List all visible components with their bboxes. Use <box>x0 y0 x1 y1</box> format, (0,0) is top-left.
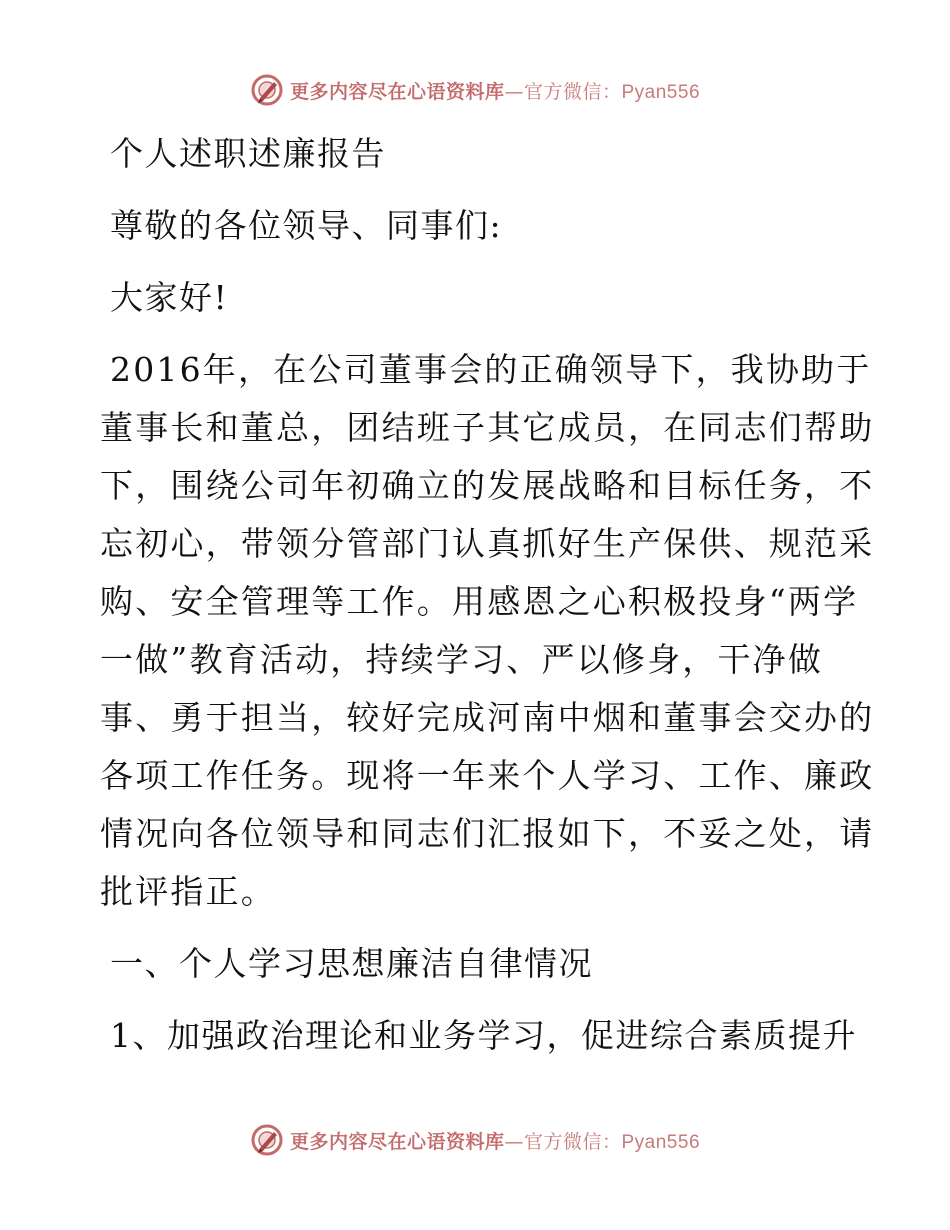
watermark-wechat-id: Pyan556 <box>621 81 701 103</box>
paragraph-line: 2016年，在公司董事会的正确领导下，我协助于 <box>110 350 872 389</box>
document-body <box>100 125 875 1065</box>
watermark-text <box>290 77 700 104</box>
paragraph-1 <box>100 341 875 921</box>
pen-circle-logo-icon <box>250 1123 284 1157</box>
watermark-dash: — <box>504 1130 524 1153</box>
paragraph-line: 一做”教育活动，持续学习、严以修身，干净做 <box>100 640 824 679</box>
watermark-text <box>290 1127 700 1154</box>
greeting: 大家好! <box>110 278 229 317</box>
paragraph-line: 购、安全管理等工作。用感恩之心积极投身“两学 <box>100 582 859 621</box>
paragraph-line: 事、勇于担当，较好完成河南中烟和董事会交办的 <box>100 698 875 737</box>
watermark-dash: — <box>504 80 524 103</box>
watermark-brand: 更多内容尽在心语资料库 <box>289 80 505 103</box>
watermark-wechat-id: Pyan556 <box>621 1131 701 1153</box>
section-heading: 一、个人学习思想廉洁自律情况 <box>110 944 593 983</box>
pen-circle-logo-icon <box>250 73 284 107</box>
paragraph-line: 下，围绕公司年初确立的发展战略和目标任务，不 <box>100 466 875 505</box>
watermark-wechat-label: 官方微信： <box>523 80 622 103</box>
paragraph-line: 董事长和董总，团结班子其它成员，在同志们帮助 <box>100 408 875 447</box>
paragraph-line: 各项工作任务。现将一年来个人学习、工作、廉政 <box>100 756 875 795</box>
document-title: 个人述职述廉报告 <box>110 134 386 173</box>
header-watermark <box>0 70 950 110</box>
watermark-brand: 更多内容尽在心语资料库 <box>289 1130 505 1153</box>
paragraph-line: 忘初心，带领分管部门认真抓好生产保供、规范采 <box>100 524 875 563</box>
paragraph-line: 情况向各位领导和同志们汇报如下，不妥之处，请 <box>100 814 875 853</box>
salutation: 尊敬的各位领导、同事们: <box>110 206 503 245</box>
paragraph-line: 批评指正。 <box>100 872 276 911</box>
watermark-wechat-label: 官方微信： <box>523 1130 622 1153</box>
footer-watermark <box>0 1120 950 1160</box>
subsection-heading: 1、加强政治理论和业务学习，促进综合素质提升 <box>110 1016 857 1055</box>
